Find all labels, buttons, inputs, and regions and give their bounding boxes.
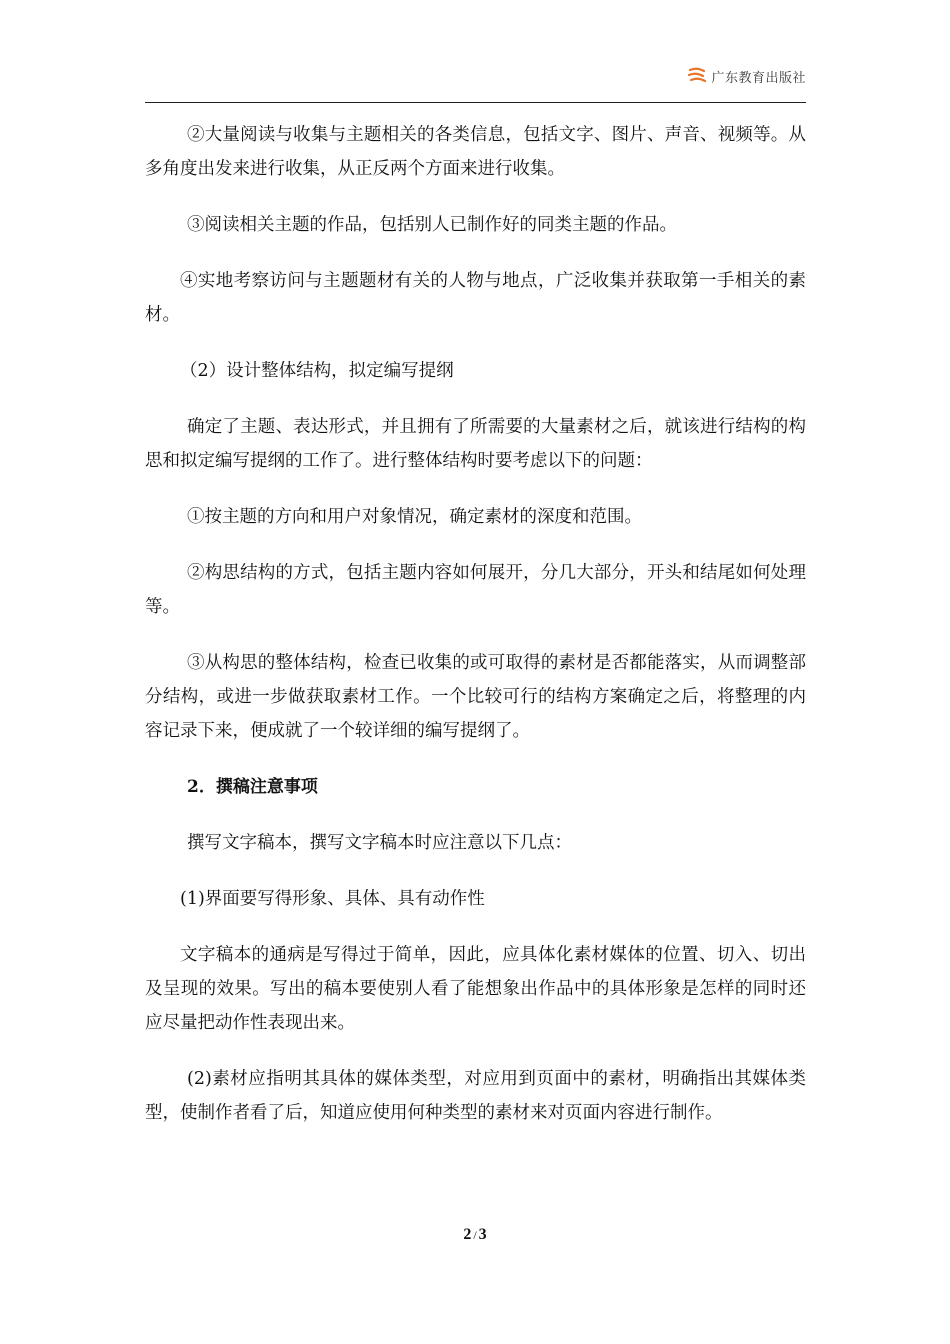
subheading-interface: (1)界面要写得形象、具体、具有动作性 [180, 889, 485, 909]
paragraph-structure-intro: 确定了主题、表达形式，并且拥有了所需要的大量素材之后，就该进行结构的构思和拟定编写提纲的工作了。进行整体结构时要考虑以下的问题： [145, 417, 806, 471]
paragraph-common-flaw: 文字稿本的通病是写得过于简单，因此，应具体化素材媒体的位置、切入、切出及呈现的效果。写出的稿本要使别人看了能想象出作品中的具体形象是怎样的同时还应尽量把动作性表现出来。 [145, 945, 806, 1033]
page-number [0, 1226, 950, 1244]
publisher-name: 广东教育出版社 [711, 70, 806, 86]
publisher-logo-icon [687, 66, 707, 86]
paragraph-check-materials: ③从构思的整体结构，检查已收集的或可取得的素材是否都能落实，从而调整部分结构，或进一步做获取素材工作。一个比较可行的结构方案确定之后，将整理的内容记录下来，便成就了一个较详细的编写提纲了。 [145, 653, 806, 741]
page-separator: / [473, 1228, 477, 1242]
publisher-brand [687, 66, 806, 86]
paragraph-drafting-intro: 撰写文字稿本，撰写文字稿本时应注意以下几点： [187, 833, 572, 853]
subheading-design-structure: （2）设计整体结构，拟定编写提纲 [180, 361, 454, 381]
paragraph-collect-info: ②大量阅读与收集与主题相关的各类信息，包括文字、图片、声音、视频等。从多角度出发来进行收集，从正反两个方面来进行收集。 [145, 125, 806, 179]
total-pages: 3 [478, 1226, 487, 1243]
page-header [145, 60, 806, 103]
paragraph-structure-method: ②构思结构的方式，包括主题内容如何展开，分几大部分，开头和结尾如何处理等。 [145, 563, 806, 617]
paragraph-field-visit: ④实地考察访问与主题题材有关的人物与地点，广泛收集并获取第一手相关的素材。 [145, 271, 806, 325]
paragraph-read-works: ③阅读相关主题的作品，包括别人已制作好的同类主题的作品。 [187, 215, 677, 235]
section-heading-drafting: 2．撰稿注意事项 [187, 777, 318, 797]
paragraph-depth-scope: ①按主题的方向和用户对象情况，确定素材的深度和范围。 [187, 507, 642, 527]
document-body [145, 118, 806, 1130]
paragraph-media-type: (2)素材应指明其具体的媒体类型，对应用到页面中的素材，明确指出其媒体类型，使制作者看了后，知道应使用何种类型的素材来对页面内容进行制作。 [145, 1069, 806, 1123]
current-page: 2 [463, 1226, 472, 1243]
